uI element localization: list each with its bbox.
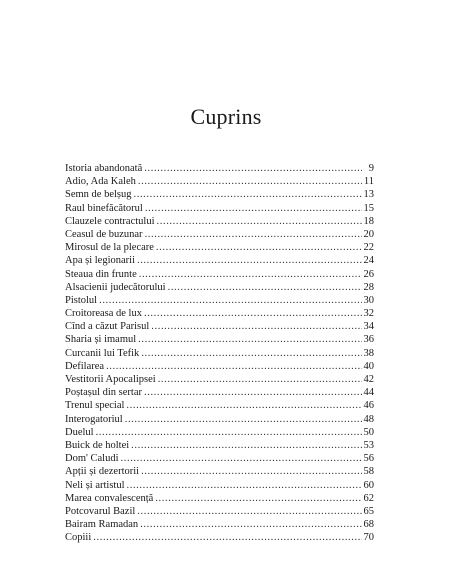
dot-leader	[106, 360, 361, 373]
toc-entry-title: Clauzele contractului	[65, 215, 155, 227]
toc-entry	[65, 492, 374, 505]
toc-entry	[65, 241, 374, 254]
toc-entry-page: 44	[363, 387, 374, 399]
toc-entry	[65, 439, 374, 452]
dot-leader	[99, 294, 361, 307]
toc-entry	[65, 162, 374, 175]
toc-entry-page: 60	[363, 479, 374, 491]
toc-entry	[65, 307, 374, 320]
toc-entry-title: Pistolul	[65, 294, 98, 306]
toc-entry-page: 13	[363, 189, 374, 201]
toc-entry	[65, 452, 374, 465]
toc-entry-page: 68	[363, 519, 374, 531]
dot-leader	[93, 531, 361, 544]
toc-entry	[65, 465, 374, 478]
toc-entry-title: Apa și legionarii	[65, 255, 135, 267]
toc-entry-title: Mirosul de la plecare	[65, 242, 154, 254]
dot-leader	[140, 518, 361, 531]
page-title: Cuprins	[190, 104, 262, 129]
toc-entry-page: 65	[363, 505, 374, 517]
toc-entry	[65, 426, 374, 439]
toc-entry-title: Potcovarul Bazil	[65, 505, 136, 517]
toc-entry-page: 53	[363, 439, 374, 451]
dot-leader	[127, 479, 362, 492]
toc-entry-page: 36	[363, 334, 374, 346]
dot-leader	[126, 399, 361, 412]
toc-entry-title: Buick de holtei	[65, 439, 130, 451]
dot-leader	[96, 426, 362, 439]
toc-entry-title: Marea convalescență	[65, 492, 154, 504]
dot-leader	[144, 162, 362, 175]
toc-entry-page: 9	[368, 163, 374, 174]
toc-entry-page: 62	[363, 492, 374, 504]
toc-entry-title: Defilarea	[65, 360, 105, 372]
dot-leader	[131, 439, 361, 452]
dot-leader	[137, 505, 361, 518]
toc-entry-title: Neli și artistul	[65, 479, 125, 491]
toc-entry	[65, 386, 374, 399]
dot-leader	[156, 241, 362, 254]
dot-leader	[141, 465, 361, 478]
toc-entry-page: 28	[363, 281, 374, 293]
toc-entry	[65, 281, 374, 294]
toc-entry	[65, 479, 374, 492]
toc-entry-page: 46	[363, 400, 374, 412]
dot-leader	[145, 202, 362, 215]
toc-entry-title: Alsacienii judecătorului	[65, 281, 166, 293]
toc-entry-title: Croitoreasa de lux	[65, 308, 142, 320]
dot-leader	[125, 413, 362, 426]
toc-entry	[65, 413, 374, 426]
dot-leader	[151, 320, 361, 333]
toc-entry-page: 30	[363, 294, 374, 306]
toc-entry-title: Sharia și imamul	[65, 334, 137, 346]
toc-entry-page: 50	[363, 426, 374, 438]
toc-entry	[65, 360, 374, 373]
toc-entry-title: Duelul	[65, 426, 94, 438]
dot-leader	[139, 268, 362, 281]
dot-leader	[138, 333, 361, 346]
toc-entry	[65, 254, 374, 267]
toc-entry-title: Cînd a căzut Parisul	[65, 321, 150, 333]
toc-entry-title: Apții și dezertorii	[65, 466, 140, 478]
toc-entry	[65, 268, 374, 281]
toc-entry	[65, 188, 374, 201]
toc-entry-title: Ceasul de buzunar	[65, 228, 143, 240]
toc-entry-page: 34	[363, 321, 374, 333]
dot-leader	[145, 228, 362, 241]
toc-entry	[65, 228, 374, 241]
dot-leader	[138, 175, 362, 188]
toc-entry-title: Copiii	[65, 532, 92, 544]
toc-entry-title: Poștașul din sertar	[65, 387, 142, 399]
toc-entry-page: 24	[363, 255, 374, 267]
dot-leader	[134, 188, 362, 201]
dot-leader	[141, 347, 361, 360]
toc-entry	[65, 333, 374, 346]
toc-entry-page: 15	[363, 202, 374, 214]
dot-leader	[144, 307, 362, 320]
dot-leader	[137, 254, 362, 267]
toc-entry	[65, 505, 374, 518]
toc-entry-title: Interogatoriul	[65, 413, 123, 425]
toc-entry-title: Curcanii lui Tefik	[65, 347, 140, 359]
toc-entry-title: Raul binefăcătorul	[65, 202, 143, 214]
dot-leader	[168, 281, 362, 294]
toc-entry	[65, 202, 374, 215]
toc-entry-title: Adio, Ada Kaleh	[65, 176, 136, 188]
toc-entry-page: 58	[363, 466, 374, 478]
toc-entry-page: 26	[363, 268, 374, 280]
toc-entry-page: 40	[363, 360, 374, 372]
toc-entry	[65, 294, 374, 307]
toc-entry-page: 42	[363, 374, 374, 385]
toc-entry-page: 38	[363, 347, 374, 359]
table-of-contents	[65, 162, 374, 544]
toc-entry-page: 18	[363, 215, 374, 227]
toc-entry-title: Bairam Ramadan	[65, 519, 139, 531]
toc-entry	[65, 399, 374, 412]
toc-entry-page: 32	[363, 308, 374, 320]
toc-entry-page: 20	[363, 228, 374, 240]
dot-leader	[144, 386, 362, 399]
toc-entry-title: Istoria abandonată	[65, 163, 143, 174]
dot-leader	[158, 373, 362, 386]
toc-entry-page: 11	[363, 176, 374, 188]
toc-entry	[65, 518, 374, 531]
toc-entry	[65, 215, 374, 228]
toc-entry	[65, 531, 374, 544]
toc-entry-page: 56	[363, 453, 374, 465]
dot-leader	[121, 452, 362, 465]
toc-entry-title: Semn de belșug	[65, 189, 132, 201]
toc-entry-page: 22	[363, 242, 374, 254]
toc-entry	[65, 347, 374, 360]
dot-leader	[157, 215, 362, 228]
toc-entry-title: Steaua din frunte	[65, 268, 137, 280]
toc-entry-title: Trenul special	[65, 400, 125, 412]
toc-entry-title: Dom' Caludi	[65, 453, 119, 465]
toc-entry	[65, 373, 374, 386]
toc-entry-page: 70	[363, 532, 374, 544]
toc-entry-page: 48	[363, 413, 374, 425]
toc-entry-title: Vestitorii Apocalipsei	[65, 374, 156, 385]
dot-leader	[155, 492, 361, 505]
toc-entry	[65, 320, 374, 333]
toc-entry	[65, 175, 374, 188]
